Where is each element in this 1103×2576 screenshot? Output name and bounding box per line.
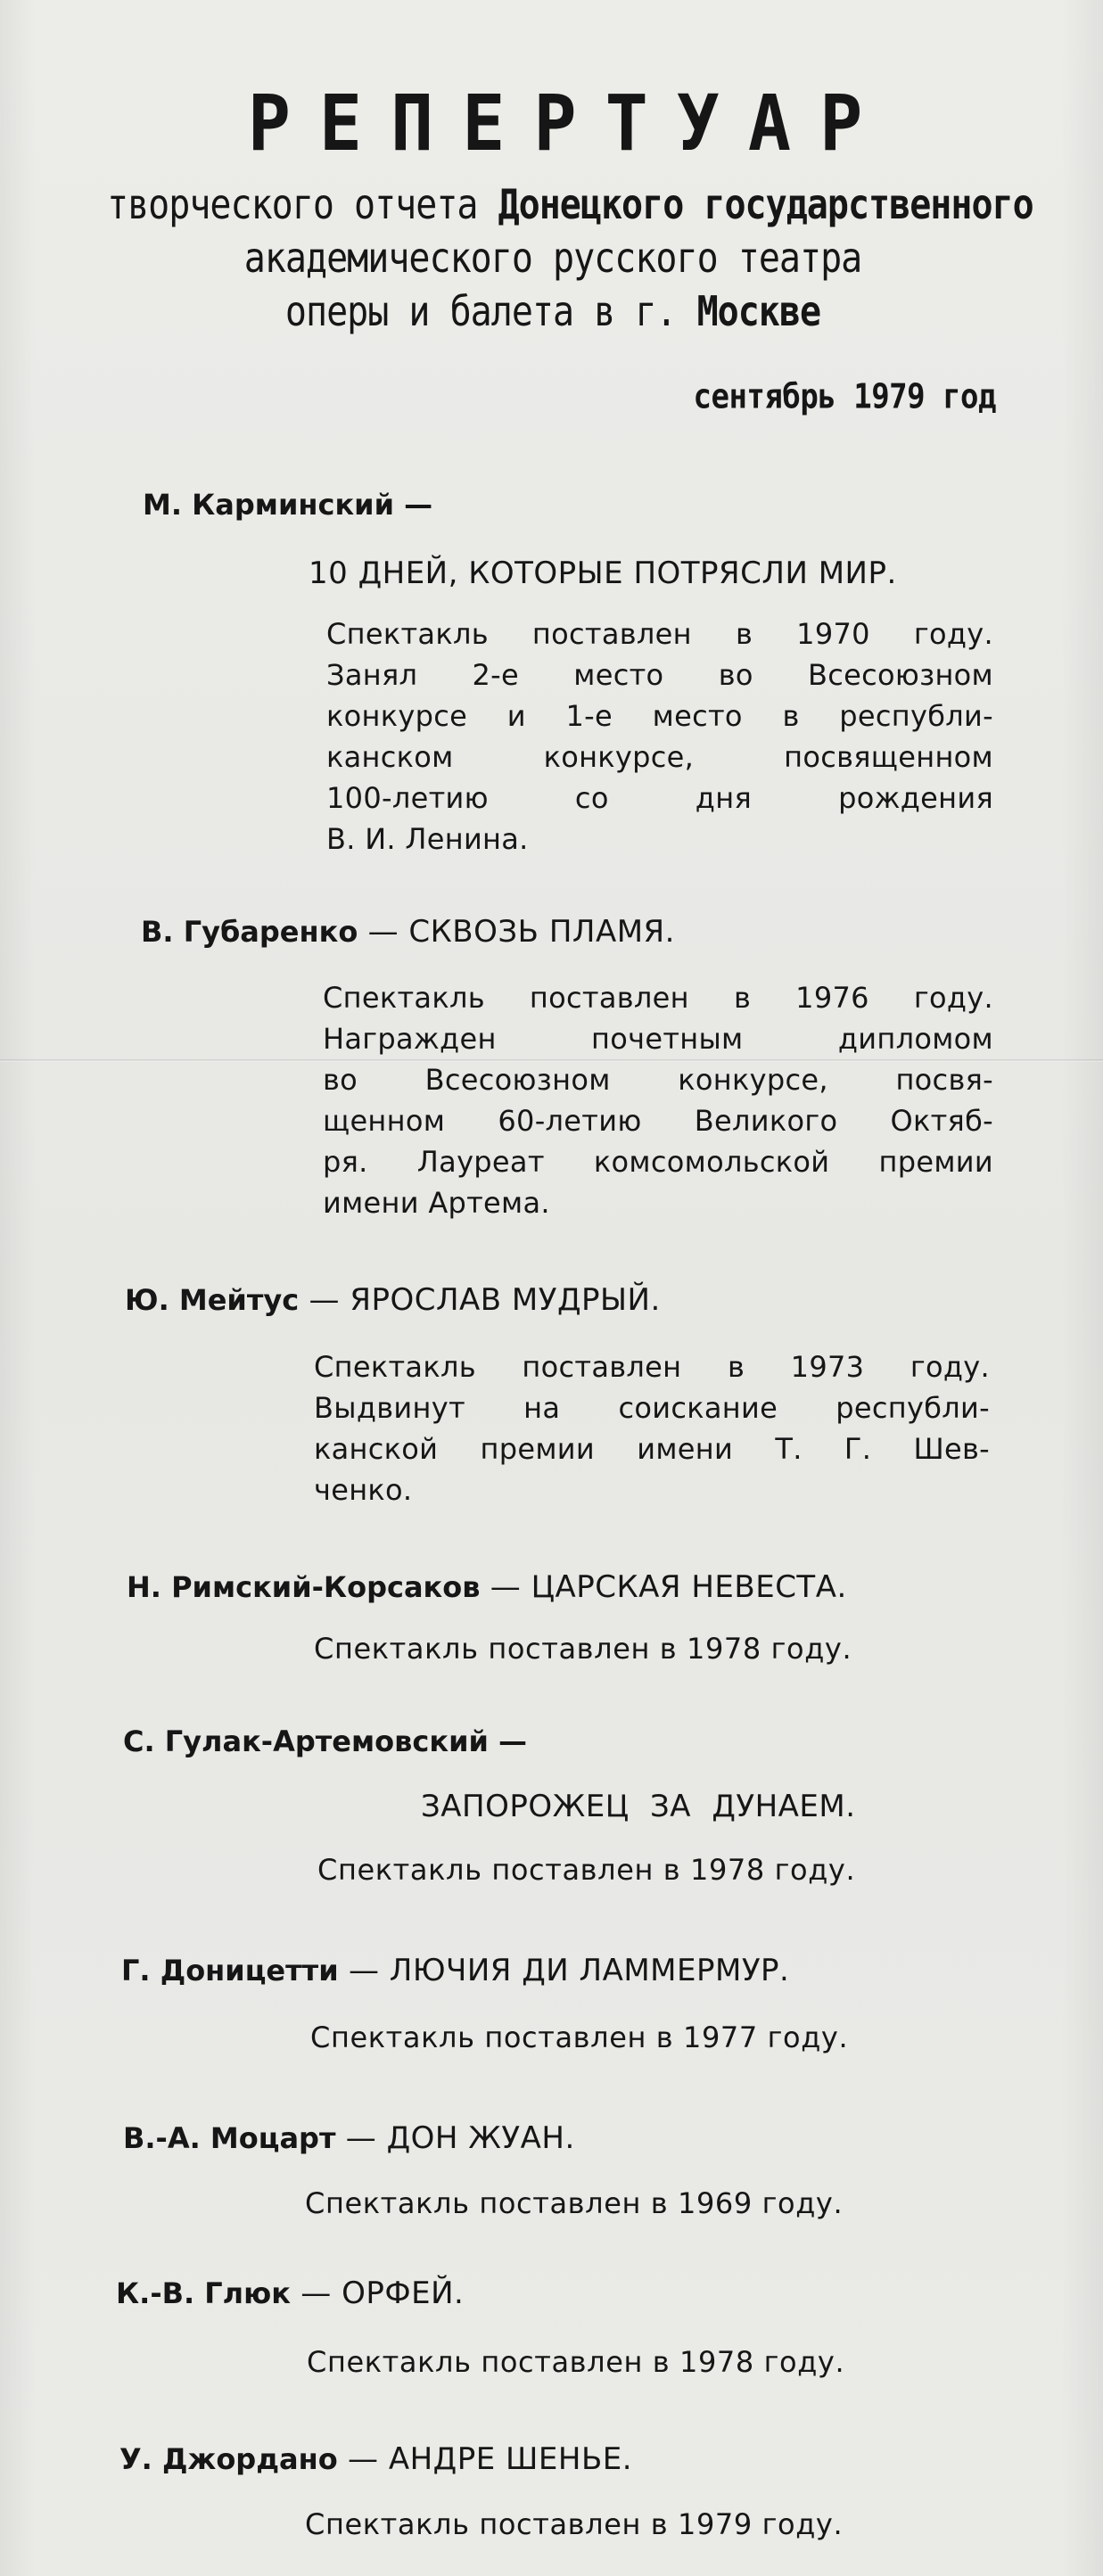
subtitle-line-3: оперы и балета в г. Москве — [284, 288, 821, 336]
program-date: сентябрь 1979 год — [693, 376, 996, 417]
subtitle-line-2: академического русского театра — [243, 235, 862, 283]
entry-7-title: ДОН ЖУАН. — [386, 2120, 575, 2156]
entry-9-title: АНДРЕ ШЕНЬЕ. — [388, 2441, 633, 2477]
entry-4-note: Спектакль поставлен в 1978 году. — [314, 1632, 852, 1666]
entry-5-author: С. Гулак-Артемовский — — [123, 1724, 528, 1758]
entry-2-note: Спектакль поставлен в 1976 году. Награжден почетным дипломом во Всесоюзном конкурсе, посвя- щенном 60-летию Великого Октяб- ря. Лауреат комсомольской премии имени Артема. — [323, 981, 993, 1220]
entry-1-note: Спектакль поставлен в 1970 году. Занял 2-е место во Всесоюзном конкурсе и 1-е место в республи- канском конкурсе, посвященном 100-летию со дня рождения В. И. Ленина. — [326, 617, 993, 856]
page-subtitle — [107, 178, 1033, 338]
entry-8-author: К.-В. Глюк — ОРФЕЙ. — [116, 2276, 465, 2311]
entry-2-title: СКВОЗЬ ПЛАМЯ. — [408, 914, 675, 950]
entry-9-author: У. Джордано — АНДРЕ ШЕНЬЕ. — [119, 2441, 633, 2477]
entry-5-title: ЗАПОРОЖЕЦ ЗА ДУНАЕМ. — [421, 1789, 856, 1824]
entry-1-author: М. Карминский — — [143, 488, 433, 522]
entry-4-title: ЦАРСКАЯ НЕВЕСТА. — [531, 1569, 847, 1605]
entry-6-author: Г. Доницетти — ЛЮЧИЯ ДИ ЛАММЕРМУР. — [121, 1953, 790, 1988]
entry-1-title: 10 ДНЕЙ, КОТОРЫЕ ПОТРЯСЛИ МИР. — [309, 556, 897, 591]
entry-4-author: Н. Римский-Корсаков — ЦАРСКАЯ НЕВЕСТА. — [127, 1569, 847, 1605]
entry-2-author: В. Губаренко — СКВОЗЬ ПЛАМЯ. — [141, 914, 675, 950]
entry-8-title: ОРФЕЙ. — [342, 2276, 465, 2311]
entry-5-note: Спектакль поставлен в 1978 году. — [317, 1853, 856, 1887]
page-title: РЕПЕРТУАР — [247, 78, 892, 169]
entry-7-author: В.-А. Моцарт — ДОН ЖУАН. — [123, 2120, 575, 2156]
subtitle-line-1: творческого отчета Донецкого государственного — [107, 181, 1033, 229]
entry-6-title: ЛЮЧИЯ ДИ ЛАММЕРМУР. — [389, 1953, 790, 1988]
entry-7-note: Спектакль поставлен в 1969 году. — [305, 2186, 844, 2220]
entry-6-note: Спектакль поставлен в 1977 году. — [310, 2020, 849, 2054]
entry-3-title: ЯРОСЛАВ МУДРЫЙ. — [350, 1282, 661, 1318]
entry-8-note: Спектакль поставлен в 1978 году. — [307, 2345, 845, 2379]
entry-3-author: Ю. Мейтус — ЯРОСЛАВ МУДРЫЙ. — [125, 1282, 661, 1318]
entry-3-note: Спектакль поставлен в 1973 году. Выдвинут на соискание республи- канской премии имени Т. Г. Шев- ченко. — [314, 1350, 990, 1507]
entry-9-note: Спектакль поставлен в 1979 году. — [305, 2507, 844, 2541]
